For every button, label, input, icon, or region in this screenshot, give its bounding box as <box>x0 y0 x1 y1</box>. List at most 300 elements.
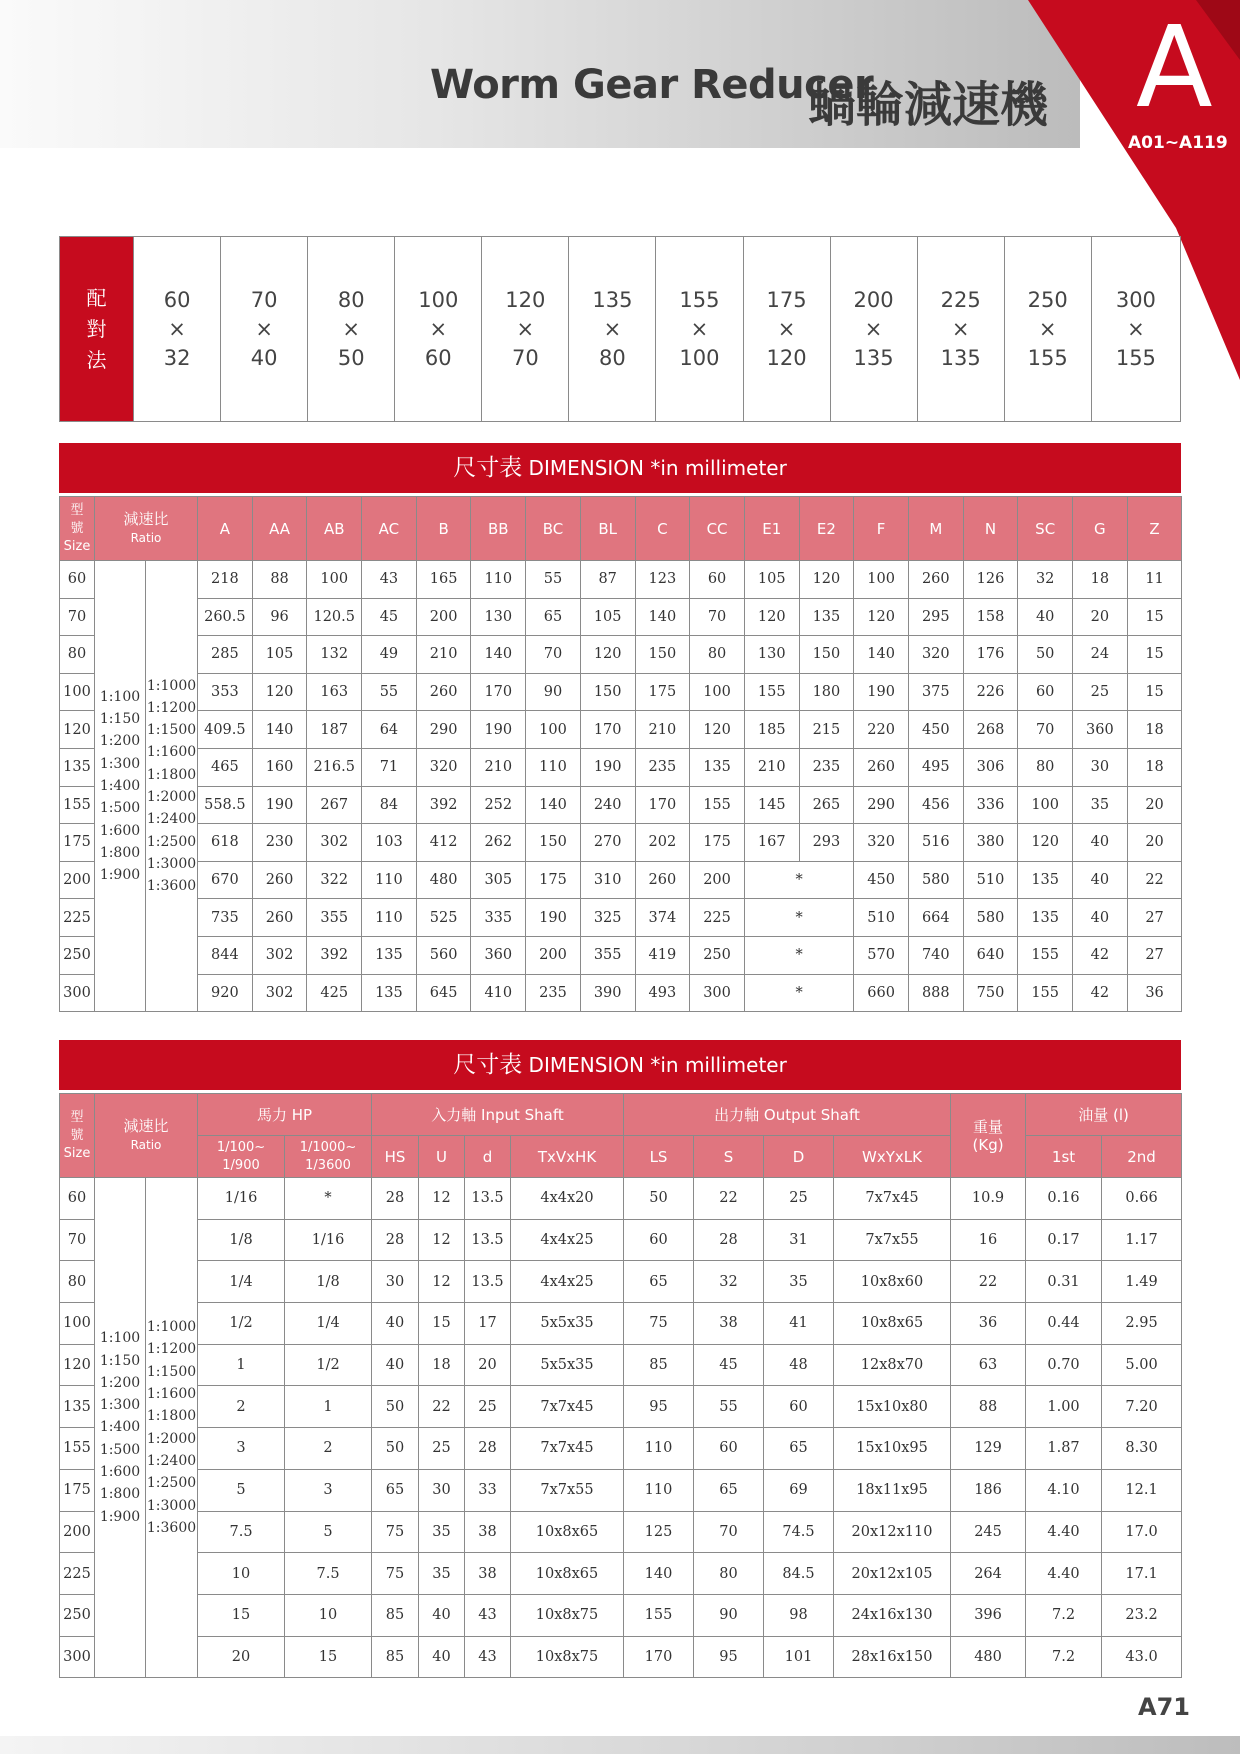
table-cell: 480 <box>416 861 471 899</box>
table-cell: 80 <box>1018 748 1073 786</box>
table-cell: 35 <box>1073 786 1128 824</box>
table-cell: 145 <box>744 786 799 824</box>
table-cell: 110 <box>526 748 581 786</box>
table-cell: 374 <box>635 899 690 937</box>
table-row <box>60 1178 1182 1220</box>
table-cell: 7.20 <box>1102 1386 1182 1428</box>
pairing-cell <box>569 237 656 422</box>
size-header-zh: 型 <box>70 1109 84 1125</box>
table-cell: 268 <box>963 711 1018 749</box>
table-row <box>60 1386 1182 1428</box>
table-cell: 18 <box>1127 711 1182 749</box>
size-cell: 155 <box>60 786 95 824</box>
table-cell: 5x5x35 <box>511 1303 624 1345</box>
ratio-value: 1:600 <box>99 1464 141 1481</box>
table-cell: 456 <box>908 786 963 824</box>
table-cell: 22 <box>694 1178 764 1220</box>
table-cell: 30 <box>419 1469 465 1511</box>
ratio-value: 1:400 <box>99 1419 141 1436</box>
pairing-cell <box>395 237 482 422</box>
ratio-value: 1:800 <box>99 844 141 861</box>
page-number: A71 <box>1138 1693 1190 1721</box>
table-cell: 42 <box>1073 936 1128 974</box>
table-cell: 22 <box>419 1386 465 1428</box>
ratio-header-zh: 減速比 <box>123 1117 169 1135</box>
table-cell: 100 <box>307 561 362 599</box>
table-cell: 150 <box>635 636 690 674</box>
table-cell: 140 <box>252 711 307 749</box>
size-cell: 120 <box>60 1344 95 1386</box>
table-cell: 15 <box>1127 673 1182 711</box>
ratio-value: 1:2500 <box>146 1475 197 1492</box>
pairing-cell <box>308 237 395 422</box>
pairing-value: 70 <box>250 287 278 312</box>
size-header-zh: 型 <box>70 502 84 518</box>
table-cell: 285 <box>198 636 253 674</box>
table-cell: 200 <box>690 861 745 899</box>
output-column-header: WxYxLK <box>834 1136 951 1178</box>
table-cell: 225 <box>690 899 745 937</box>
table-cell: 392 <box>416 786 471 824</box>
pairing-value: 250 <box>1027 287 1068 312</box>
table-cell: 493 <box>635 974 690 1012</box>
hp-range: 1/1000~ <box>299 1139 357 1155</box>
column-header: E1 <box>744 497 799 561</box>
output-column-header: D <box>764 1136 834 1178</box>
table-cell: 15 <box>285 1636 372 1678</box>
table-cell: 3 <box>198 1428 285 1470</box>
table-cell: 140 <box>526 786 581 824</box>
table-cell: 33 <box>465 1469 511 1511</box>
ratio-value: 1:1800 <box>146 1408 197 1425</box>
table-cell: 409.5 <box>198 711 253 749</box>
footer-band <box>0 1736 1240 1754</box>
table-cell: 101 <box>764 1636 834 1678</box>
table-cell: 265 <box>799 786 854 824</box>
ratio-value: 1:500 <box>99 800 141 817</box>
table-cell: 353 <box>198 673 253 711</box>
size-header-zh: 號 <box>70 520 84 536</box>
ratio-value: 1:150 <box>99 1352 141 1369</box>
table-row <box>60 1553 1182 1595</box>
table-cell: 10 <box>198 1553 285 1595</box>
dimension-table-1-title <box>59 443 1181 493</box>
table-cell: 126 <box>963 561 1018 599</box>
input-column-header: d <box>465 1136 511 1178</box>
table-cell: 60 <box>764 1386 834 1428</box>
ratio-value: 1:1600 <box>146 744 197 761</box>
table-cell: 15 <box>1127 598 1182 636</box>
table-cell: 1.87 <box>1026 1428 1102 1470</box>
size-cell: 80 <box>60 636 95 674</box>
pairing-value: 70 <box>511 345 539 370</box>
hp-subheader <box>285 1136 372 1178</box>
table-cell: 13.5 <box>465 1261 511 1303</box>
table-row <box>60 711 1182 749</box>
table-cell: 65 <box>526 598 581 636</box>
table-cell: 240 <box>580 786 635 824</box>
table-cell: 320 <box>854 824 909 862</box>
table-cell: 580 <box>908 861 963 899</box>
table-row <box>60 899 1182 937</box>
table-cell: 50 <box>372 1386 419 1428</box>
ratio-value: 1:1600 <box>146 1386 197 1403</box>
table-cell: 1.17 <box>1102 1219 1182 1261</box>
table-cell: 0.31 <box>1026 1261 1102 1303</box>
table-cell: 71 <box>362 748 417 786</box>
ratio-header-zh: 減速比 <box>123 510 169 528</box>
table-cell: 10 <box>285 1594 372 1636</box>
size-cell: 175 <box>60 1469 95 1511</box>
table-cell: 20 <box>1127 786 1182 824</box>
table-cell: 260 <box>416 673 471 711</box>
column-header: AA <box>252 497 307 561</box>
table-cell: 35 <box>764 1261 834 1303</box>
size-cell: 60 <box>60 561 95 599</box>
table-cell: 120 <box>1018 824 1073 862</box>
table-cell: 185 <box>744 711 799 749</box>
table-cell: 17.0 <box>1102 1511 1182 1553</box>
table-cell: 40 <box>1073 861 1128 899</box>
table-cell: 43 <box>465 1636 511 1678</box>
dimension-title-zh: 尺寸表 <box>453 1052 523 1078</box>
table-cell: 165 <box>416 561 471 599</box>
column-header: A <box>198 497 253 561</box>
table-cell: 20 <box>465 1344 511 1386</box>
table-cell: 5x5x35 <box>511 1344 624 1386</box>
table-cell: 110 <box>362 861 417 899</box>
ratio-value: 1:100 <box>99 1330 141 1347</box>
size-header-en: Size <box>63 1145 91 1161</box>
table-cell: 410 <box>471 974 526 1012</box>
table-cell: 5 <box>198 1469 285 1511</box>
dimension-title-en: DIMENSION *in millimeter <box>528 456 787 480</box>
pairing-table <box>59 236 1181 422</box>
dimension-title-en: DIMENSION *in millimeter <box>528 1053 787 1077</box>
table-cell: 150 <box>580 673 635 711</box>
table-cell: 63 <box>951 1344 1026 1386</box>
column-header: CC <box>690 497 745 561</box>
table-cell: 235 <box>799 748 854 786</box>
table-row <box>60 636 1182 674</box>
times-symbol: × <box>342 316 361 341</box>
table-cell: 96 <box>252 598 307 636</box>
table-cell: 80 <box>694 1553 764 1595</box>
table-cell: 17.1 <box>1102 1553 1182 1595</box>
table-cell: 220 <box>854 711 909 749</box>
table-cell: 17 <box>465 1303 511 1345</box>
table-cell: 125 <box>624 1511 694 1553</box>
pairing-cell <box>1004 237 1091 422</box>
table-cell: 32 <box>694 1261 764 1303</box>
size-cell: 250 <box>60 936 95 974</box>
table-cell: 10.9 <box>951 1178 1026 1220</box>
table-cell: 38 <box>465 1511 511 1553</box>
table-cell: 290 <box>416 711 471 749</box>
table-cell: 210 <box>471 748 526 786</box>
table-cell: 1/4 <box>198 1261 285 1303</box>
table-cell: 465 <box>198 748 253 786</box>
table-cell: 15 <box>419 1303 465 1345</box>
table-cell: 570 <box>854 936 909 974</box>
table-cell: 267 <box>307 786 362 824</box>
ratio-value: 1:1200 <box>146 699 197 716</box>
table-cell: 40 <box>1018 598 1073 636</box>
table-cell: 200 <box>416 598 471 636</box>
pairing-value: 120 <box>766 345 807 370</box>
table-cell: 75 <box>624 1303 694 1345</box>
ratio-value: 1:900 <box>99 867 141 884</box>
table-cell: 176 <box>963 636 1018 674</box>
header-row <box>60 497 1182 561</box>
table-cell: 167 <box>744 824 799 862</box>
table-cell: 1/2 <box>285 1344 372 1386</box>
table-cell: 20 <box>1127 824 1182 862</box>
times-symbol: × <box>1127 316 1145 341</box>
table-cell: 740 <box>908 936 963 974</box>
table-cell: 302 <box>252 974 307 1012</box>
table-cell: 510 <box>854 899 909 937</box>
pairing-label-char: 配 <box>86 285 107 310</box>
table-cell: 7x7x45 <box>834 1178 951 1220</box>
title-english: Worm Gear Reducer <box>430 62 874 108</box>
table-cell: 1/4 <box>285 1303 372 1345</box>
table-cell: 355 <box>307 899 362 937</box>
table-cell: 888 <box>908 974 963 1012</box>
size-cell: 100 <box>60 673 95 711</box>
size-cell: 80 <box>60 1261 95 1303</box>
table-row <box>60 561 1182 599</box>
table-cell: 163 <box>307 673 362 711</box>
ratio-single-cell <box>95 561 146 1012</box>
table-cell: 10x8x65 <box>511 1553 624 1595</box>
table-cell: 40 <box>372 1303 419 1345</box>
times-symbol: × <box>1038 316 1057 341</box>
table-cell: 305 <box>471 861 526 899</box>
pairing-value: 100 <box>418 287 459 312</box>
table-cell: 135 <box>362 936 417 974</box>
table-cell: 10x8x65 <box>834 1303 951 1345</box>
pairing-value: 135 <box>592 287 633 312</box>
table-cell: 36 <box>1127 974 1182 1012</box>
table-cell: 35 <box>419 1553 465 1595</box>
table-cell: 23.2 <box>1102 1594 1182 1636</box>
ratio-double-cell <box>146 561 198 1012</box>
table-cell: 55 <box>362 673 417 711</box>
table-cell: 150 <box>799 636 854 674</box>
table-cell: 262 <box>471 824 526 862</box>
table-cell: 150 <box>526 824 581 862</box>
table-cell: 30 <box>372 1261 419 1303</box>
table-cell: 558.5 <box>198 786 253 824</box>
pairing-value: 200 <box>853 287 894 312</box>
pairing-value: 300 <box>1115 287 1156 312</box>
pairing-value: 50 <box>337 345 365 370</box>
pairing-cell <box>830 237 917 422</box>
table-cell: 84 <box>362 786 417 824</box>
table-cell: 4.10 <box>1026 1469 1102 1511</box>
column-header: AB <box>307 497 362 561</box>
table-cell: 15x10x80 <box>834 1386 951 1428</box>
table-cell: 670 <box>198 861 253 899</box>
table-row <box>60 1219 1182 1261</box>
table-cell: 1.49 <box>1102 1261 1182 1303</box>
table-cell: 69 <box>764 1469 834 1511</box>
table-cell: 40 <box>1073 824 1128 862</box>
table-cell: 450 <box>854 861 909 899</box>
table-cell: 13.5 <box>465 1219 511 1261</box>
ratio-value: 1:2000 <box>146 789 197 806</box>
size-cell: 70 <box>60 1219 95 1261</box>
pairing-value: 32 <box>163 345 191 370</box>
table-cell: 235 <box>526 974 581 1012</box>
table-cell: 30 <box>1073 748 1128 786</box>
page-range: A01~A119 <box>1128 133 1228 153</box>
size-cell: 70 <box>60 598 95 636</box>
table-cell: 495 <box>908 748 963 786</box>
table-cell: 49 <box>362 636 417 674</box>
table-cell: 412 <box>416 824 471 862</box>
table-cell: 25 <box>419 1428 465 1470</box>
table-cell: 8.30 <box>1102 1428 1182 1470</box>
table-cell: 95 <box>694 1636 764 1678</box>
table-cell: 132 <box>307 636 362 674</box>
table-cell: * <box>744 861 853 899</box>
size-cell: 120 <box>60 711 95 749</box>
column-header: N <box>963 497 1018 561</box>
table-cell: 65 <box>764 1428 834 1470</box>
table-cell: 18 <box>1073 561 1128 599</box>
header-row <box>60 1094 1182 1136</box>
ratio-value: 1:150 <box>99 711 141 728</box>
size-cell: 300 <box>60 1636 95 1678</box>
table-cell: 252 <box>471 786 526 824</box>
column-header: C <box>635 497 690 561</box>
table-cell: 28 <box>465 1428 511 1470</box>
table-cell: 120 <box>799 561 854 599</box>
table-cell: 70 <box>526 636 581 674</box>
pairing-value: 60 <box>163 287 191 312</box>
table-cell: 140 <box>624 1553 694 1595</box>
table-cell: 335 <box>471 899 526 937</box>
ratio-value: 1:3600 <box>146 1519 197 1536</box>
ratio-header <box>95 497 198 561</box>
ratio-value: 1:800 <box>99 1486 141 1503</box>
table-cell: 920 <box>198 974 253 1012</box>
table-cell: 302 <box>252 936 307 974</box>
table-cell: 750 <box>963 974 1018 1012</box>
ratio-value: 1:400 <box>99 777 141 794</box>
table-cell: 260 <box>854 748 909 786</box>
table-cell: 210 <box>416 636 471 674</box>
table-cell: 24x16x130 <box>834 1594 951 1636</box>
table-cell: 202 <box>635 824 690 862</box>
table-cell: 28 <box>372 1219 419 1261</box>
table-cell: 7.2 <box>1026 1594 1102 1636</box>
pairing-value: 80 <box>599 345 626 370</box>
table-cell: 187 <box>307 711 362 749</box>
times-symbol: × <box>603 316 622 341</box>
size-cell: 135 <box>60 1386 95 1428</box>
table-cell: 245 <box>951 1511 1026 1553</box>
column-header: B <box>416 497 471 561</box>
table-cell: 260.5 <box>198 598 253 636</box>
oil-header: 油量 (l) <box>1026 1094 1182 1136</box>
ratio-value: 1:1800 <box>146 766 197 783</box>
table-cell: 100 <box>690 673 745 711</box>
table-cell: 380 <box>963 824 1018 862</box>
size-header-zh: 號 <box>70 1127 84 1143</box>
table-cell: 38 <box>694 1303 764 1345</box>
table-cell: 7.5 <box>285 1553 372 1595</box>
table-cell: 360 <box>1073 711 1128 749</box>
table-cell: 180 <box>799 673 854 711</box>
pairing-row <box>60 237 1181 422</box>
table-cell: 560 <box>416 936 471 974</box>
table-cell: 100 <box>526 711 581 749</box>
table-cell: 7.2 <box>1026 1636 1102 1678</box>
table-row <box>60 1636 1182 1678</box>
table-cell: 480 <box>951 1636 1026 1678</box>
ratio-value: 1:300 <box>99 755 141 772</box>
table-cell: 28 <box>694 1219 764 1261</box>
table-cell: 123 <box>635 561 690 599</box>
table-cell: 158 <box>963 598 1018 636</box>
weight-header <box>951 1094 1026 1178</box>
table-cell: 120 <box>744 598 799 636</box>
input-column-header: HS <box>372 1136 419 1178</box>
table-cell: 516 <box>908 824 963 862</box>
size-cell: 155 <box>60 1428 95 1470</box>
output-column-header: LS <box>624 1136 694 1178</box>
table-cell: 170 <box>580 711 635 749</box>
table-cell: 25 <box>465 1386 511 1428</box>
table-cell: 7x7x45 <box>511 1386 624 1428</box>
table-cell: 260 <box>635 861 690 899</box>
table-cell: 43 <box>465 1594 511 1636</box>
table-cell: 4.40 <box>1026 1553 1102 1595</box>
table-cell: 4x4x25 <box>511 1219 624 1261</box>
table-cell: 0.66 <box>1102 1178 1182 1220</box>
size-header-en: Size <box>63 538 91 554</box>
ratio-value: 1:2400 <box>146 811 197 828</box>
ratio-value: 1:1000 <box>146 677 197 694</box>
weight-header-unit: (Kg) <box>972 1135 1004 1154</box>
table-cell: 170 <box>635 786 690 824</box>
table-cell: 355 <box>580 936 635 974</box>
oil-column-header: 2nd <box>1102 1136 1182 1178</box>
table-cell: 120 <box>854 598 909 636</box>
table-cell: 130 <box>744 636 799 674</box>
table-cell: * <box>744 899 853 937</box>
table-cell: 22 <box>951 1261 1026 1303</box>
ratio-value: 1:100 <box>99 688 141 705</box>
hp-subheader <box>198 1136 285 1178</box>
pairing-value: 120 <box>505 287 546 312</box>
table-row <box>60 974 1182 1012</box>
table-cell: 1/16 <box>198 1178 285 1220</box>
table-cell: 40 <box>419 1636 465 1678</box>
table-cell: 190 <box>471 711 526 749</box>
table-cell: 1/2 <box>198 1303 285 1345</box>
table-cell: 40 <box>1073 899 1128 937</box>
table-cell: 450 <box>908 711 963 749</box>
table-cell: 90 <box>694 1594 764 1636</box>
table-cell: 260 <box>252 861 307 899</box>
table-cell: 135 <box>799 598 854 636</box>
table-cell: 155 <box>624 1594 694 1636</box>
table-cell: 120 <box>252 673 307 711</box>
